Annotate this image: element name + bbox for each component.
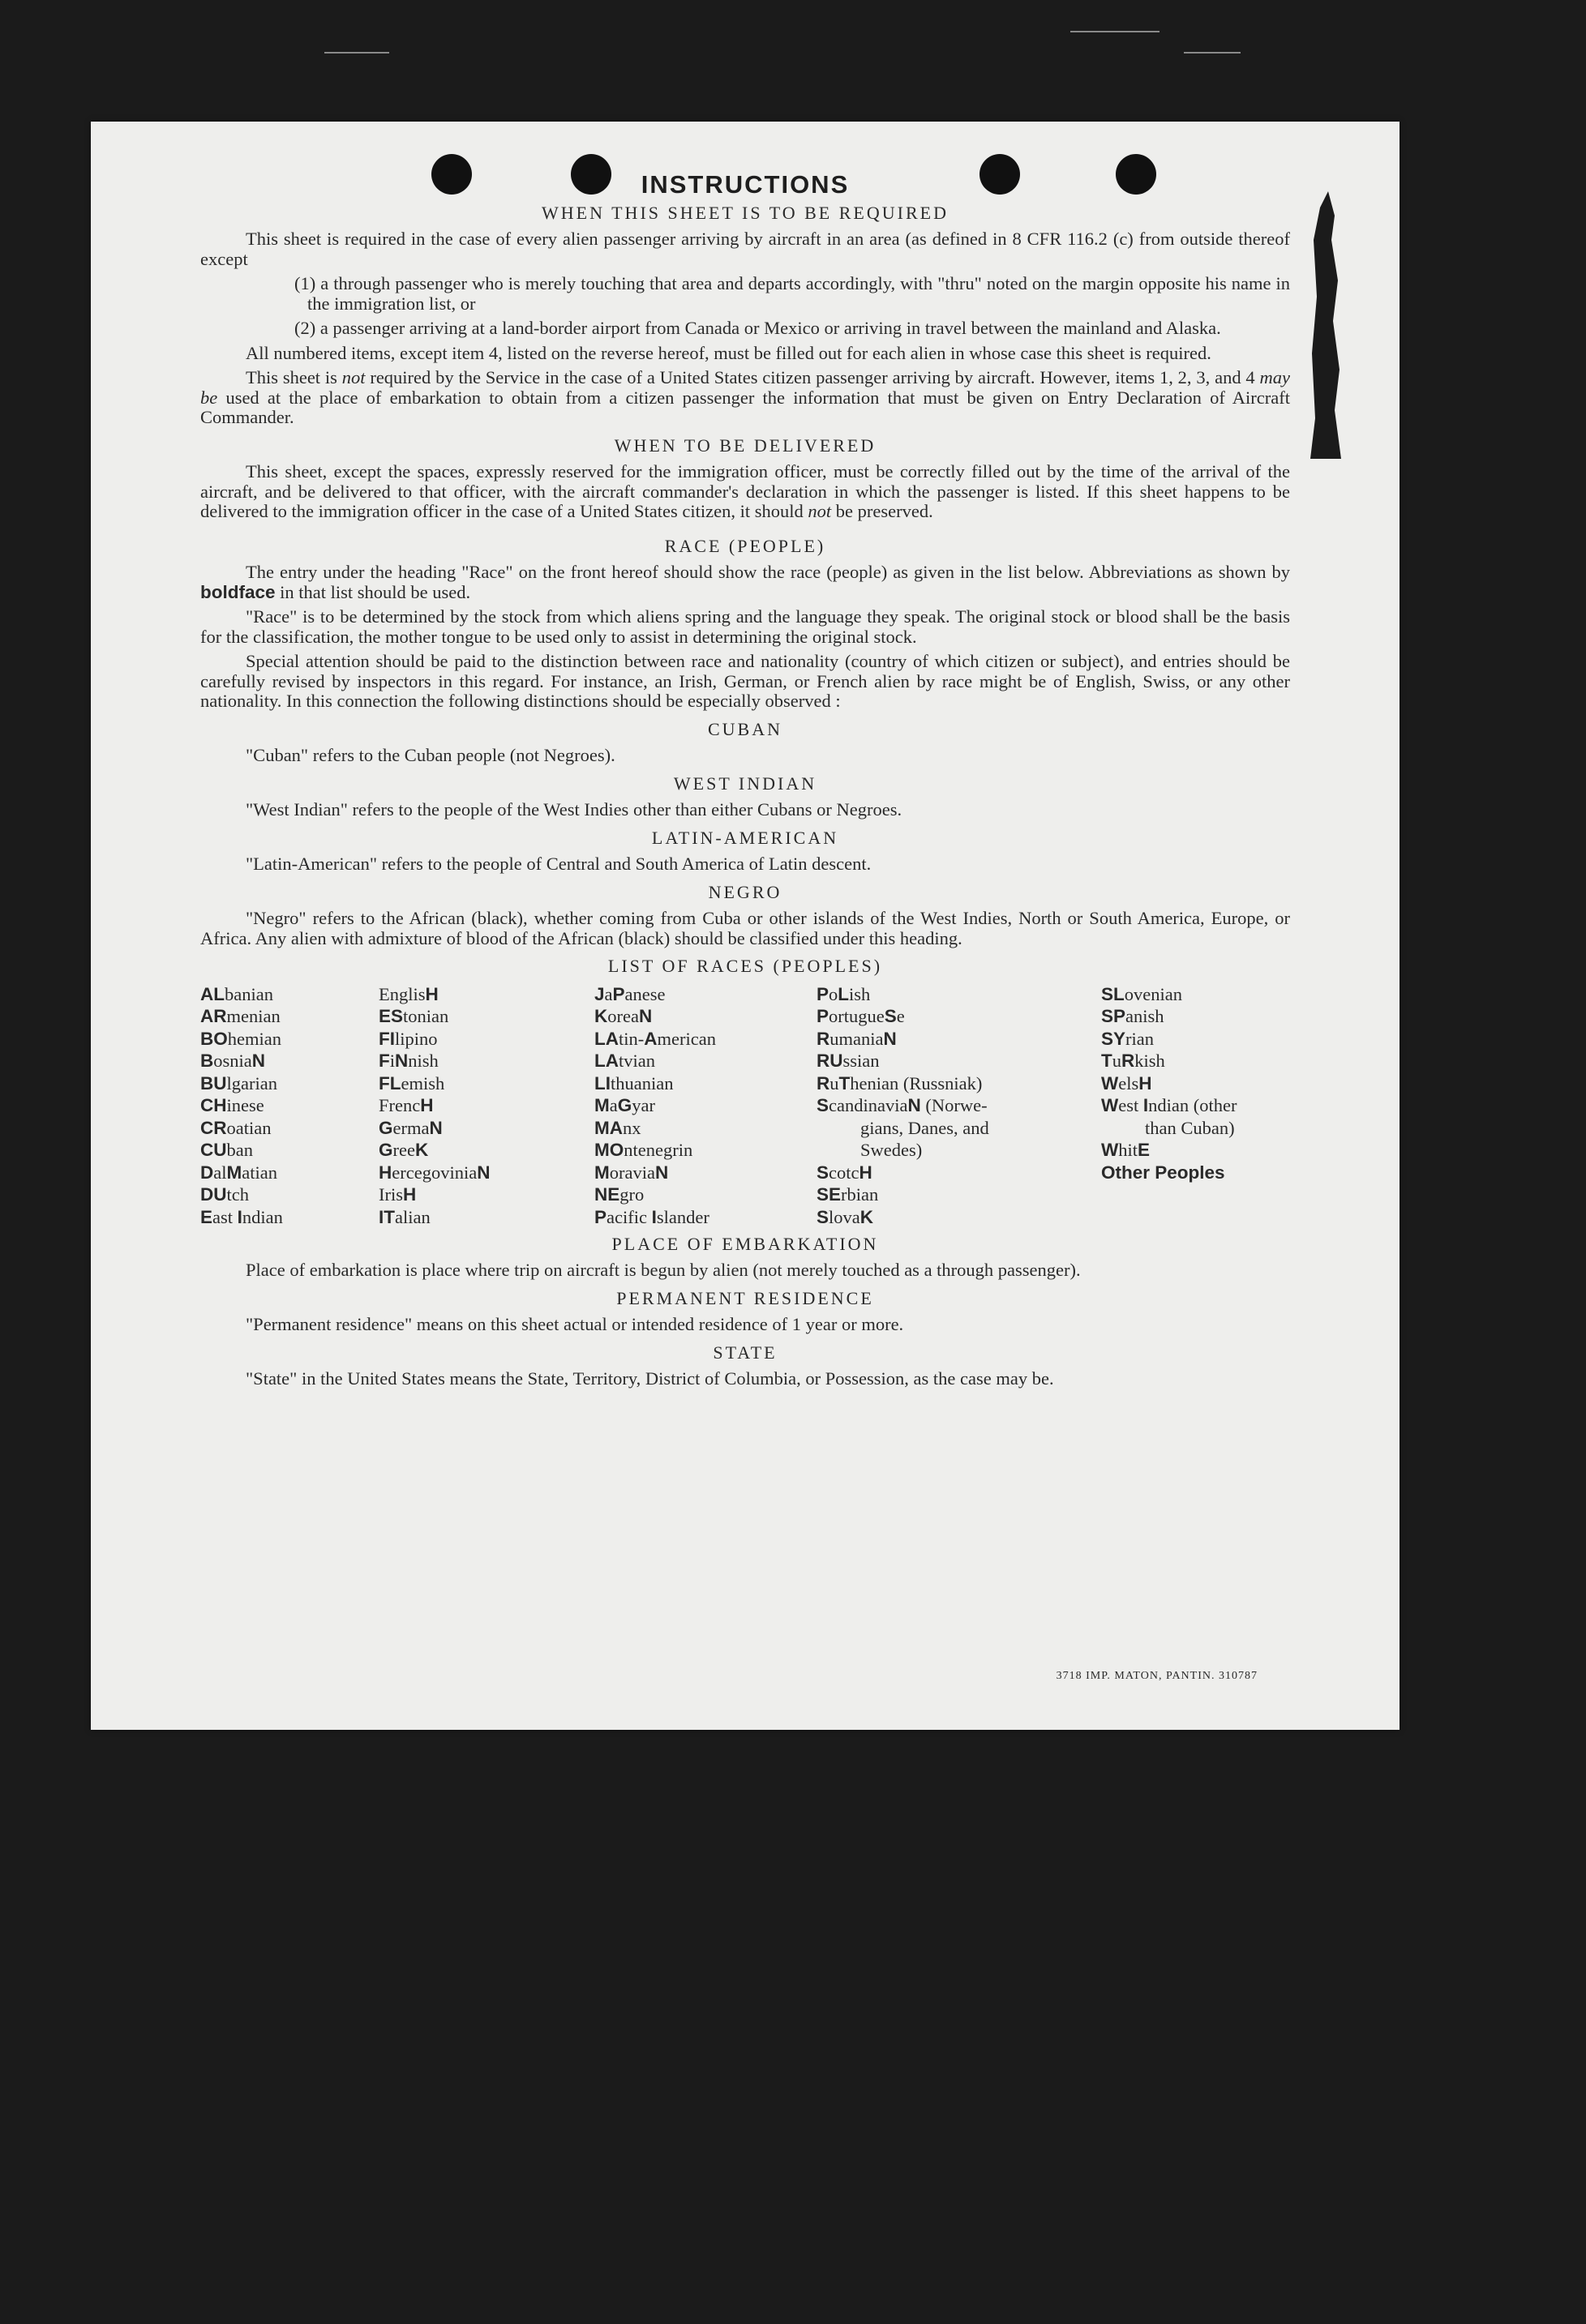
section-heading-negro: NEGRO bbox=[708, 881, 782, 902]
race-entry: BUlgarian bbox=[200, 1072, 277, 1094]
paragraph: This sheet is required in the case of every alien passenger arriving by aircraft in an area (as defined in 8 CFR 116.2 (c) from outside thereof except bbox=[200, 229, 1290, 269]
race-entry: FiNnish bbox=[379, 1051, 439, 1071]
race-entry: GreeK bbox=[379, 1140, 429, 1160]
paragraph: This sheet is not required by the Service in the case of a United States citizen passenger arriving by aircraft. However, items 1, 2, 3, and 4 may be used at the place of embarkation to obtain from a citizen passenger the information that must be given on Entry Declaration of Aircraft Commander. bbox=[200, 367, 1290, 427]
paragraph: "West Indian" refers to the people of the West Indies other than either Cubans or Negroes. bbox=[246, 799, 902, 820]
paragraph: "Latin-American" refers to the people of Central and South America of Latin descent. bbox=[246, 854, 872, 874]
paragraph: "Cuban" refers to the Cuban people (not Negroes). bbox=[246, 745, 615, 765]
section-heading-list-of-races: LIST OF RACES (PEOPLES) bbox=[607, 956, 883, 976]
race-entry: WhitE bbox=[1101, 1140, 1151, 1160]
race-entry: RUssian bbox=[817, 1051, 880, 1071]
race-entry: CHinese bbox=[200, 1095, 264, 1115]
paragraph: All numbered items, except item 4, listed on the reverse hereof, must be filled out for each alien in whose case this sheet is required. bbox=[246, 342, 1211, 363]
paragraph: Special attention should be paid to the distinction between race and nationality (country of which citizen or subject), and entries should be carefully revised by inspectors in this regard. For instance, an Irish, German, or French alien by race might be of English, Swiss, or any other nationality. In this connection the following distinctions should be especially observed : bbox=[200, 651, 1290, 711]
list-item: (2) a passenger arriving at a land-border airport from Canada or Mexico or arriving in travel between the mainland and Alaska. bbox=[294, 318, 1221, 338]
race-entry: BOhemian bbox=[200, 1028, 281, 1049]
race-entry: ITalian bbox=[379, 1206, 431, 1227]
race-entry: FrencH bbox=[379, 1095, 434, 1115]
races-list bbox=[200, 983, 1290, 1226]
race-entry: SLovenian bbox=[1101, 983, 1182, 1004]
torn-edge bbox=[1310, 191, 1343, 459]
paragraph: The entry under the heading "Race" on the front hereof should show the race (people) as given in the list below. Abbreviations as shown by boldface in that list should be used. bbox=[200, 562, 1290, 602]
section-heading-when-delivered: WHEN TO BE DELIVERED bbox=[614, 434, 877, 456]
races-column bbox=[594, 983, 716, 1229]
race-entry: EnglisH bbox=[379, 983, 439, 1004]
race-entry: Other Peoples bbox=[1101, 1162, 1225, 1183]
race-entry: SlovaK bbox=[817, 1206, 874, 1227]
race-entry: SPanish bbox=[1101, 1006, 1164, 1026]
race-entry: East Indian bbox=[200, 1206, 283, 1227]
race-entry: MaGyar bbox=[594, 1095, 655, 1115]
race-entry: RuThenian (Russniak) bbox=[817, 1072, 983, 1094]
paragraph: "Permanent residence" means on this sheet actual or intended residence of 1 year or more. bbox=[246, 1314, 904, 1334]
race-entry: LAtvian bbox=[594, 1051, 655, 1071]
race-entry: PortugueSe bbox=[817, 1006, 905, 1026]
race-entry: DUtch bbox=[200, 1184, 249, 1205]
section-heading-permanent-residence: PERMANENT RESIDENCE bbox=[616, 1287, 874, 1308]
race-entry: SErbian bbox=[817, 1184, 879, 1205]
section-heading-when-required: WHEN THIS SHEET IS TO BE REQUIRED bbox=[542, 202, 949, 223]
race-entry: CUban bbox=[200, 1140, 253, 1160]
paragraph: "Race" is to be determined by the stock from which aliens spring and the language they speak. The original stock or blood shall be the basis for the classification, the mother tongue to be used only to assist in determining the original stock. bbox=[200, 606, 1290, 647]
race-entry: NEgro bbox=[594, 1184, 645, 1205]
race-entry: MoraviaN bbox=[594, 1162, 669, 1183]
race-entry: ScandinaviaN (Norwe- bbox=[817, 1095, 988, 1115]
race-entry: CRoatian bbox=[200, 1117, 272, 1138]
races-column bbox=[1101, 983, 1237, 1184]
race-entry: Swedes) bbox=[860, 1140, 923, 1160]
race-entry: WelsH bbox=[1101, 1072, 1152, 1094]
section-heading-west-indian: WEST INDIAN bbox=[673, 773, 817, 794]
section-heading-race: RACE (PEOPLE) bbox=[664, 535, 826, 556]
race-entry: BosniaN bbox=[200, 1051, 265, 1071]
paragraph: This sheet, except the spaces, expressly reserved for the immigration officer, must be correctly filled out by the time of the arrival of the aircraft, and be delivered to that officer, with the aircraft commander's declaration in which the passenger is listed. If this sheet happens to be delivered to the immigration officer in the case of a United States citizen, it should not be preserved. bbox=[200, 461, 1290, 521]
race-entry: ALbanian bbox=[200, 983, 273, 1004]
paragraph: "Negro" refers to the African (black), whether coming from Cuba or other islands of the West Indies, North or South America, Europe, or Africa. Any alien with admixture of blood of the African (black) should be classified under this heading. bbox=[200, 908, 1290, 948]
race-entry: MAnx bbox=[594, 1117, 641, 1138]
section-heading-embarkation: PLACE OF EMBARKATION bbox=[611, 1233, 879, 1254]
section-heading-latin-american: LATIN-AMERICAN bbox=[651, 827, 839, 848]
race-entry: SYrian bbox=[1101, 1028, 1154, 1049]
page-title: INSTRUCTIONS bbox=[641, 170, 850, 199]
race-entry: LIthuanian bbox=[594, 1072, 674, 1094]
races-column bbox=[200, 983, 283, 1229]
races-column bbox=[817, 983, 989, 1229]
list-item: (1) a through passenger who is merely touching that area and departs accordingly, with "thru" noted on the margin opposite his name in the immigration list, or bbox=[294, 273, 1290, 314]
race-entry: LAtin-American bbox=[594, 1028, 716, 1049]
race-entry: ARmenian bbox=[200, 1006, 281, 1026]
scan-edge-line bbox=[324, 52, 389, 53]
race-entry: FIlipino bbox=[379, 1028, 438, 1049]
paragraph: "State" in the United States means the State, Territory, District of Columbia, or Possession, as the case may be. bbox=[246, 1368, 1054, 1389]
race-entry: PoLish bbox=[817, 983, 871, 1004]
race-entry: DalMatian bbox=[200, 1162, 277, 1183]
race-entry: Pacific Islander bbox=[594, 1206, 709, 1227]
scan-edge-line bbox=[1070, 31, 1159, 32]
instructions-content bbox=[200, 170, 1290, 1394]
race-entry: TuRkish bbox=[1101, 1051, 1165, 1071]
section-heading-state: STATE bbox=[713, 1342, 778, 1363]
printer-code: 3718 IMP. MATON, PANTIN. 310787 bbox=[1056, 1670, 1258, 1682]
section-heading-cuban: CUBAN bbox=[707, 718, 782, 739]
race-entry: gians, Danes, and bbox=[860, 1117, 989, 1138]
race-entry: EStonian bbox=[379, 1006, 449, 1026]
paragraph: Place of embarkation is place where trip on aircraft is begun by alien (not merely touched as a through passenger). bbox=[246, 1260, 1081, 1280]
race-entry: MOntenegrin bbox=[594, 1140, 693, 1160]
race-entry: JaPanese bbox=[594, 983, 666, 1004]
race-entry: HercegoviniaN bbox=[379, 1162, 491, 1183]
race-entry: West Indian (other bbox=[1101, 1095, 1237, 1115]
race-entry: IrisH bbox=[379, 1184, 417, 1205]
race-entry: than Cuban) bbox=[1145, 1117, 1235, 1138]
races-column bbox=[379, 983, 490, 1229]
scan-edge-line bbox=[1184, 52, 1241, 53]
race-entry: KoreaN bbox=[594, 1006, 653, 1026]
race-entry: ScotcH bbox=[817, 1162, 872, 1183]
race-entry: RumaniaN bbox=[817, 1028, 897, 1049]
race-entry: FLemish bbox=[379, 1072, 445, 1094]
race-entry: GermaN bbox=[379, 1117, 443, 1138]
instruction-sheet bbox=[91, 122, 1400, 1730]
